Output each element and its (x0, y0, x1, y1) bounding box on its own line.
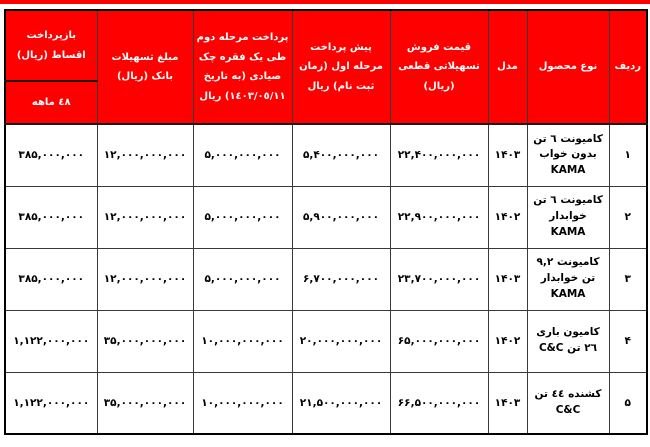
table-row (5, 372, 647, 434)
cell-first-prepayment: ۵,۴۰۰,۰۰۰,۰۰۰ (292, 124, 390, 186)
header-row-top (5, 10, 647, 81)
cell-model: ۱۴۰۳ (488, 372, 527, 434)
header-model: مدل (488, 10, 527, 124)
cell-first-prepayment: ۶,۷۰۰,۰۰۰,۰۰۰ (292, 248, 390, 310)
cell-second-payment: ۵,۰۰۰,۰۰۰,۰۰۰ (193, 248, 292, 310)
cell-installment: ۳۸۵,۰۰۰,۰۰۰ (5, 248, 97, 310)
cell-first-prepayment: ۲۱,۵۰۰,۰۰۰,۰۰۰ (292, 372, 390, 434)
cell-installment: ۱,۱۲۲,۰۰۰,۰۰۰ (5, 310, 97, 372)
header-sale-price: قیمت فروش تسهیلاتی قطعی (ریال) (390, 10, 488, 124)
table-row (5, 310, 647, 372)
cell-second-payment: ۱۰,۰۰۰,۰۰۰,۰۰۰ (193, 372, 292, 434)
header-installment-repayment: بازپرداخت اقساط (ریال) (5, 10, 97, 81)
header-row-no: ردیف (609, 10, 647, 124)
top-red-strip (0, 0, 650, 4)
cell-installment: ۳۸۵,۰۰۰,۰۰۰ (5, 186, 97, 248)
cell-first-prepayment: ۲۰,۰۰۰,۰۰۰,۰۰۰ (292, 310, 390, 372)
cell-product: کامیونت ٦ تن بدون خواب KAMA (527, 124, 609, 186)
table-body (5, 124, 647, 434)
cell-second-payment: ۵,۰۰۰,۰۰۰,۰۰۰ (193, 186, 292, 248)
cell-model: ۱۴۰۲ (488, 186, 527, 248)
cell-bank-loan: ۱۲,۰۰۰,۰۰۰,۰۰۰ (97, 186, 193, 248)
header-first-prepayment: پیش پرداخت مرحله اول (زمان ثبت نام) ریال (292, 10, 390, 124)
cell-product: کامیونت ٦ تن خوابدار KAMA (527, 186, 609, 248)
table-header (5, 10, 647, 124)
cell-bank-loan: ۳۵,۰۰۰,۰۰۰,۰۰۰ (97, 372, 193, 434)
cell-product: کامیونت ٩,٢ تن خوابدار KAMA (527, 248, 609, 310)
cell-bank-loan: ۱۲,۰۰۰,۰۰۰,۰۰۰ (97, 124, 193, 186)
cell-row-no: ۳ (609, 248, 647, 310)
cell-row-no: ۵ (609, 372, 647, 434)
cell-installment: ۱,۱۲۲,۰۰۰,۰۰۰ (5, 372, 97, 434)
cell-second-payment: ۵,۰۰۰,۰۰۰,۰۰۰ (193, 124, 292, 186)
cell-sale-price: ۲۲,۴۰۰,۰۰۰,۰۰۰ (390, 124, 488, 186)
cell-row-no: ۴ (609, 310, 647, 372)
header-bank-loan: مبلغ تسهیلات بانک (ریال) (97, 10, 193, 124)
cell-row-no: ۲ (609, 186, 647, 248)
cell-installment: ۳۸۵,۰۰۰,۰۰۰ (5, 124, 97, 186)
vehicle-price-table (4, 9, 648, 435)
price-table-container (6, 9, 648, 435)
table-row (5, 124, 647, 186)
table-row (5, 248, 647, 310)
cell-row-no: ۱ (609, 124, 647, 186)
cell-sale-price: ۲۲,۹۰۰,۰۰۰,۰۰۰ (390, 186, 488, 248)
header-installment-term: ٤٨ ماهه (5, 81, 97, 124)
cell-bank-loan: ۳۵,۰۰۰,۰۰۰,۰۰۰ (97, 310, 193, 372)
cell-product: کامیون باری ٢٦ تن C&C (527, 310, 609, 372)
cell-model: ۱۴۰۳ (488, 124, 527, 186)
table-row (5, 186, 647, 248)
header-second-payment: پرداخت مرحله دوم طی یک فقره چک صیادی (به تاریخ ١٤٠٣/٠٥/١١) ریال (193, 10, 292, 124)
cell-product: کشنده ٤٤ تن C&C (527, 372, 609, 434)
cell-model: ۱۴۰۳ (488, 248, 527, 310)
header-product-type: نوع محصول (527, 10, 609, 124)
cell-bank-loan: ۱۲,۰۰۰,۰۰۰,۰۰۰ (97, 248, 193, 310)
cell-sale-price: ۶۵,۰۰۰,۰۰۰,۰۰۰ (390, 310, 488, 372)
cell-sale-price: ۶۶,۵۰۰,۰۰۰,۰۰۰ (390, 372, 488, 434)
cell-sale-price: ۲۳,۷۰۰,۰۰۰,۰۰۰ (390, 248, 488, 310)
cell-second-payment: ۱۰,۰۰۰,۰۰۰,۰۰۰ (193, 310, 292, 372)
cell-model: ۱۴۰۲ (488, 310, 527, 372)
cell-first-prepayment: ۵,۹۰۰,۰۰۰,۰۰۰ (292, 186, 390, 248)
